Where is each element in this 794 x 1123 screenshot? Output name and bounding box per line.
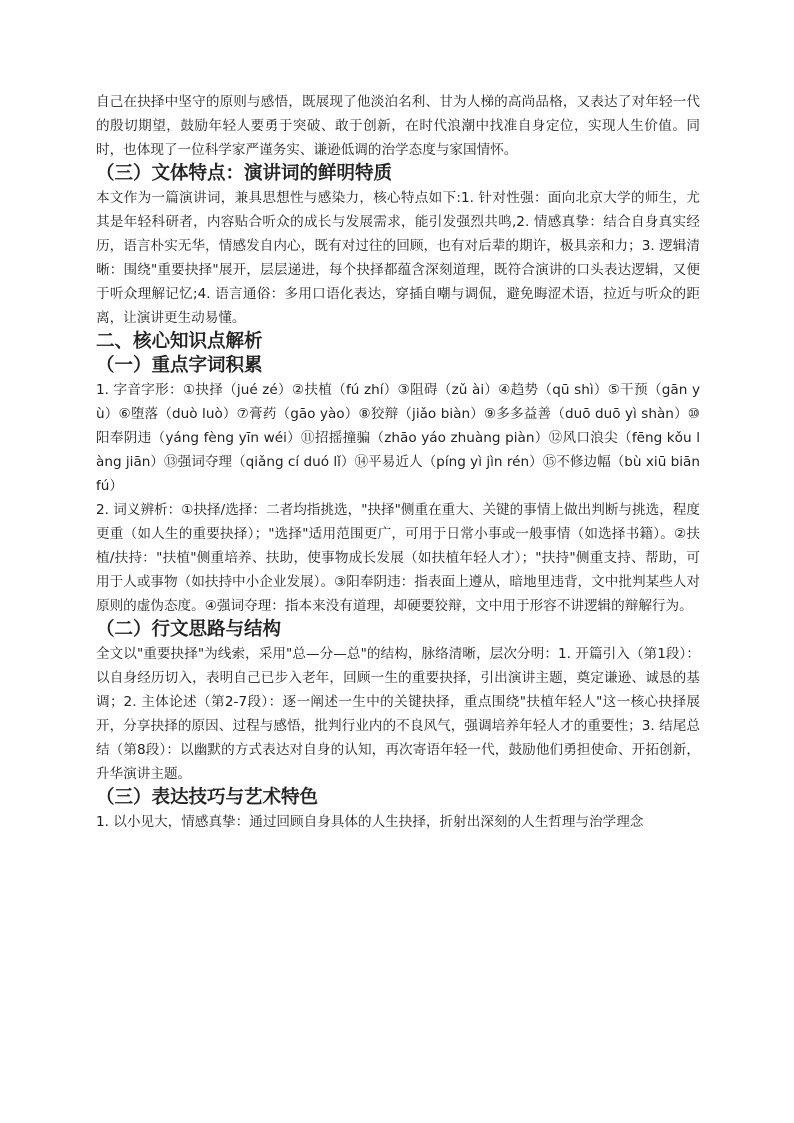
section-heading-vocab: （一）重点字词积累: [96, 355, 263, 376]
document-page: [96, 90, 700, 834]
section-heading-technique: （三）表达技巧与艺术特色: [96, 787, 319, 808]
style-paragraph: 本文作为一篇演讲词，兼具思想性与感染力，核心特点如下:1. 针对性强：面向北京大学的师生，尤其是年轻科研者，内容贴合听众的成长与发展需求，能引发强烈共鸣,2. 情感真挚：结合自身真实经历，语言朴实无华，情感发自内心，既有对过往的回顾，也有对后辈的期许，极具亲和力；3. 逻辑清晰：围绕"重要抉择"展开，层层递进，每个抉择都蕴含深刻道理，既符合演讲的口头表达逻辑，又便于听众理解记忆;4. 语言通俗：多用口语化表达，穿插自嘲与调侃，避免晦涩术语，拉近与听众的距离，让演讲更生动易懂。: [96, 190, 700, 326]
part-two-heading: 二、核心知识点解析: [96, 331, 263, 352]
intro-paragraph: 自己在抉择中坚守的原则与感悟，既展现了他淡泊名利、甘为人梯的高尚品格，又表达了对年轻一代的殷切期望，鼓励年轻人要勇于突破、敢于创新，在时代浪潮中找准自身定位，实现人生价值。同时，也体现了一位科学家严谨务实、谦逊低调的治学态度与家国情怀。: [96, 94, 700, 158]
meaning-paragraph: 2. 词义辨析：①抉择/选择：二者均指挑选，"抉择"侧重在重大、关键的事情上做出判断与挑选，程度更重（如人生的重要抉择）；"选择"适用范围更广，可用于日常小事或一般事情（如选择书籍）。②扶植/扶持："扶植"侧重培养、扶助，使事物成长发展（如扶植年轻人才）；"扶持"侧重支持、帮助，可用于人或事物（如扶持中小企业发展）。③阳奉阴违：指表面上遵从，暗地里违背，文中批判某些人对原则的虚伪态度。④强词夺理：指本来没有道理，却硬要狡辩，文中用于形容不讲逻辑的辩解行为。: [96, 502, 700, 614]
pronunciation-paragraph: 1. 字音字形：①抉择（jué zé）②扶植（fú zhí）③阻碍（zǔ ài）④趋势（qū shì）⑤干预（gān yù）⑥堕落（duò luò）⑦膏药（gāo yào）⑧狡辩（jiǎo biàn）⑨多多益善（duō duō yì shàn）⑩阳奉阴违（yáng fèng yīn wéi）⑪招摇撞骗（zhāo yáo zhuàng piàn）⑫风口浪尖（fēng kǒu làng jiān）⑬强词夺理（qiǎng cí duó lǐ）⑭平易近人（píng yì jìn rén）⑮不修边幅（bù xiū biān fú）: [96, 382, 700, 494]
section-heading-structure: （二）行文思路与结构: [96, 619, 282, 640]
structure-paragraph: 全文以"重要抉择"为线索，采用"总—分—总"的结构，脉络清晰，层次分明：1. 开篇引入（第1段）：以自身经历切入，表明自己已步入老年，回顾一生的重要抉择，引出演讲主题，奠定谦逊、诚恳的基调；2. 主体论述（第2-7段）：逐一阐述一生中的关键抉择，重点围绕"扶植年轻人"这一核心抉择展开，分享抉择的原因、过程与感悟，批判行业内的不良风气，强调培养年轻人才的重要性；3. 结尾总结（第8段）：以幽默的方式表达对自身的认知，再次寄语年轻一代，鼓励他们勇担使命、开拓创新，升华演讲主题。: [96, 646, 700, 782]
section-heading-style: （三）文体特点：演讲词的鲜明特质: [96, 163, 393, 184]
technique-paragraph: 1. 以小见大，情感真挚：通过回顾自身具体的人生抉择，折射出深刻的人生哲理与治学理念: [96, 814, 644, 830]
